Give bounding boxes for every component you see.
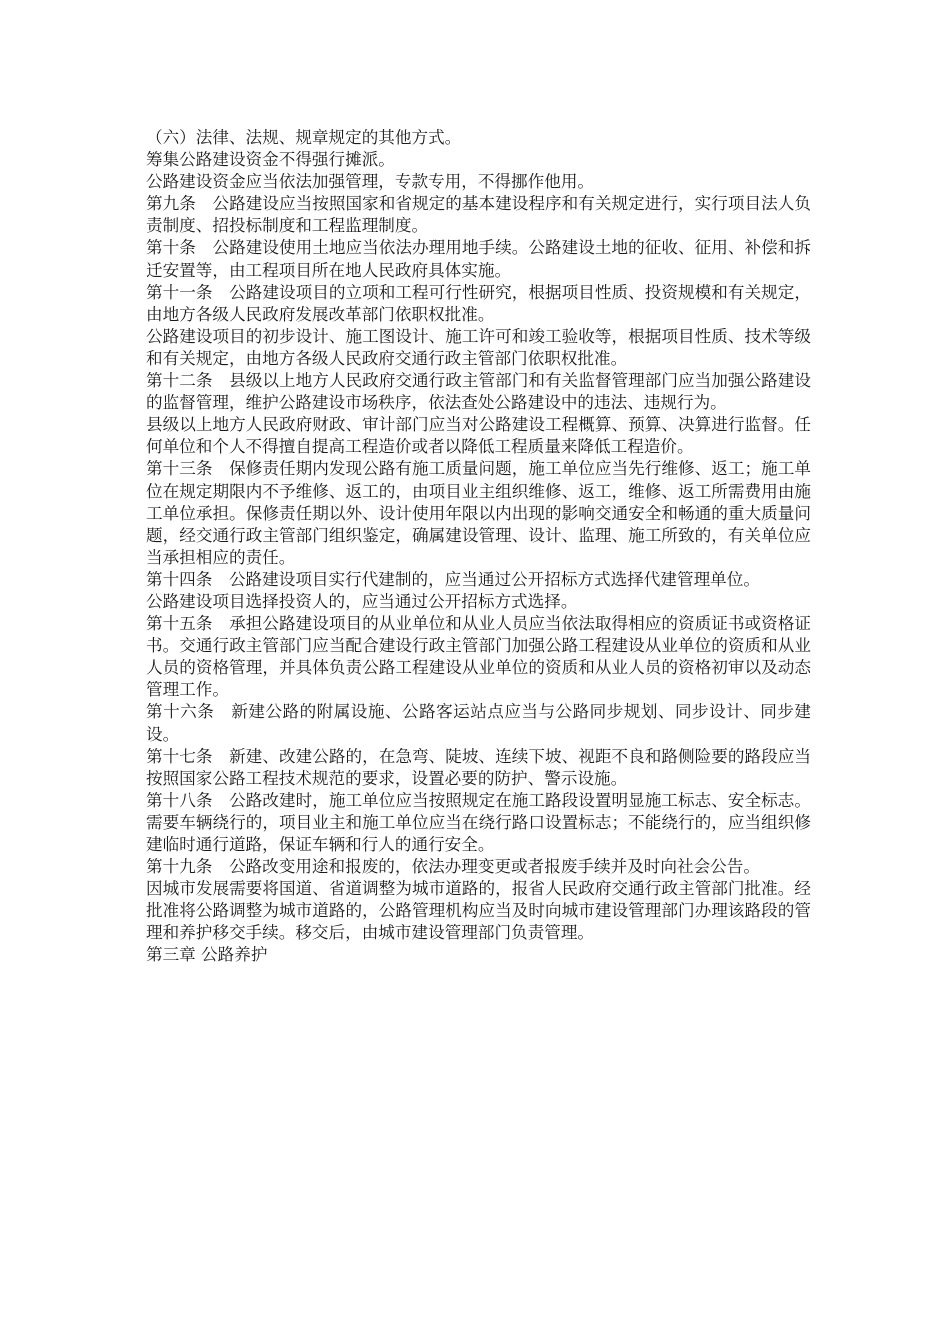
article-18: 第十八条 公路改建时，施工单位应当按照规定在施工路段设置明显施工标志、安全标志。需要车辆绕行的，项目业主和施工单位应当在绕行路口设置标志；不能绕行的，应当组织修建临时通行道路，保证车辆和行人的通行安全。 <box>146 790 811 854</box>
paragraph: 县级以上地方人民政府财政、审计部门应当对公路建设工程概算、预算、决算进行监督。任何单位和个人不得擅自提高工程造价或者以降低工程质量来降低工程造价。 <box>146 415 811 457</box>
article-17: 第十七条 新建、改建公路的，在急弯、陡坡、连续下坡、视距不良和路侧险要的路段应当按照国家公路工程技术规范的要求，设置必要的防护、警示设施。 <box>146 746 811 788</box>
article-9: 第九条 公路建设应当按照国家和省规定的基本建设程序和有关规定进行，实行项目法人负责制度、招投标制度和工程监理制度。 <box>146 194 811 236</box>
article-15: 第十五条 承担公路建设项目的从业单位和从业人员应当依法取得相应的资质证书或资格证书。交通行政主管部门应当配合建设行政主管部门加强公路工程建设从业单位的资质和从业人员的资格管理，并具体负责公路工程建设从业单位的资质和从业人员的资格初审以及动态管理工作。 <box>146 614 811 700</box>
paragraph: 公路建设项目选择投资人的，应当通过公开招标方式选择。 <box>146 591 578 611</box>
paragraph: 公路建设资金应当依法加强管理，专款专用，不得挪作他用。 <box>146 172 595 192</box>
article-13: 第十三条 保修责任期内发现公路有施工质量问题，施工单位应当先行维修、返工；施工单位在规定期限内不予维修、返工的，由项目业主组织维修、返工，维修、返工所需费用由施工单位承担。保修责任期以外、设计使用年限以内出现的影响交通安全和畅通的重大质量问题，经交通行政主管部门组织鉴定，确属建设管理、设计、监理、施工所致的，有关单位应当承担相应的责任。 <box>146 459 811 567</box>
chapter-heading: 第三章 公路养护 <box>146 945 268 965</box>
article-14: 第十四条 公路建设项目实行代建制的，应当通过公开招标方式选择代建管理单位。 <box>146 569 760 589</box>
paragraph: 公路建设项目的初步设计、施工图设计、施工许可和竣工验收等，根据项目性质、技术等级和有关规定，由地方各级人民政府交通行政主管部门依职权批准。 <box>146 326 811 368</box>
paragraph: （六）法律、法规、规章规定的其他方式。 <box>146 128 462 147</box>
article-16: 第十六条 新建公路的附属设施、公路客运站点应当与公路同步规划、同步设计、同步建设。 <box>146 702 811 744</box>
article-12: 第十二条 县级以上地方人民政府交通行政主管部门和有关监督管理部门应当加强公路建设的监督管理，维护公路建设市场秩序，依法查处公路建设中的违法、违规行为。 <box>146 371 811 413</box>
article-11: 第十一条 公路建设项目的立项和工程可行性研究，根据项目性质、投资规模和有关规定，由地方各级人民政府发展改革部门依职权批准。 <box>146 282 811 324</box>
paragraph: 因城市发展需要将国道、省道调整为城市道路的，报省人民政府交通行政主管部门批准。经批准将公路调整为城市道路的，公路管理机构应当及时向城市建设管理部门办理该路段的管理和养护移交手续。移交后，由城市建设管理部门负责管理。 <box>146 879 811 943</box>
paragraph: 筹集公路建设资金不得强行摊派。 <box>146 150 395 170</box>
document-body <box>146 127 811 967</box>
article-19: 第十九条 公路改变用途和报废的，依法办理变更或者报废手续并及时向社会公告。 <box>146 857 760 877</box>
article-10: 第十条 公路建设使用土地应当依法办理用地手续。公路建设土地的征收、征用、补偿和拆迁安置等，由工程项目所在地人民政府具体实施。 <box>146 238 811 280</box>
